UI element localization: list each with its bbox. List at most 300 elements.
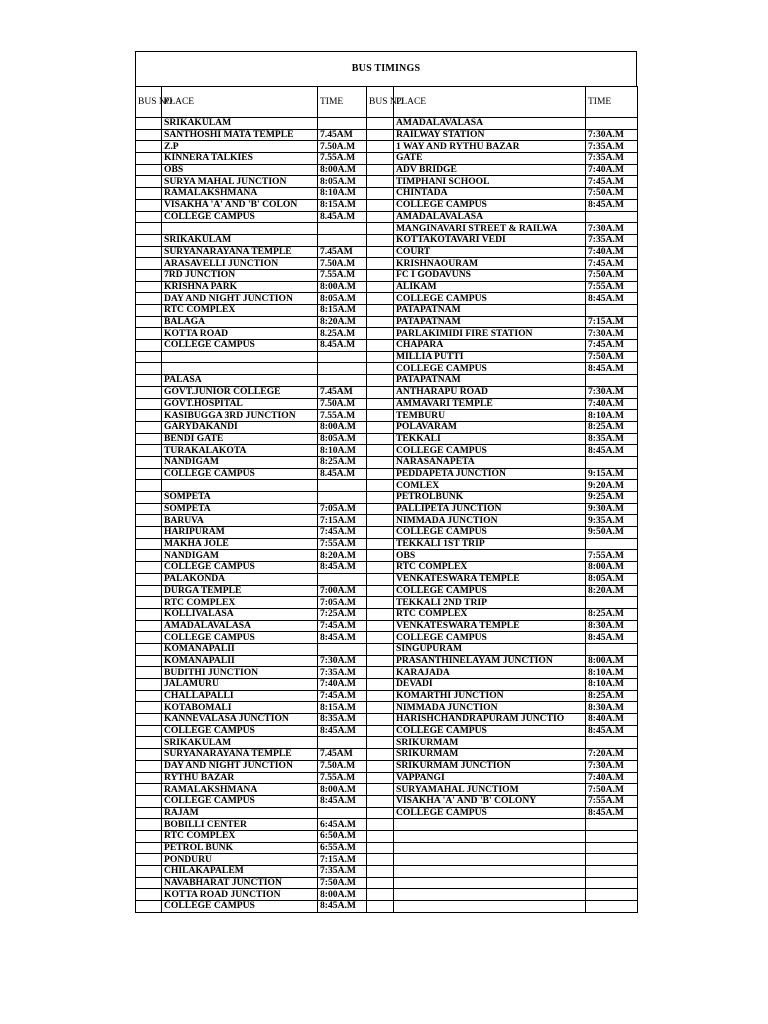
bus-no-right-cell: [367, 725, 394, 737]
bus-no-left-cell: [136, 877, 162, 889]
table-row: [136, 176, 638, 188]
time-right-cell: 7:40A.M: [586, 398, 638, 410]
time-left-cell: 7.50A.M: [318, 141, 367, 153]
time-right-cell: 8:45A.M: [586, 445, 638, 457]
title-box: [135, 51, 637, 86]
table-row: [136, 118, 638, 130]
bus-no-right-cell: [367, 889, 394, 901]
time-left-cell: 8:45A.M: [318, 725, 367, 737]
time-left-cell: 7:50A.M: [318, 877, 367, 889]
time-right-cell: 8:25A.M: [586, 421, 638, 433]
place-left-cell: KOMANAPALII: [162, 655, 318, 667]
bus-no-right-cell: [367, 562, 394, 574]
time-left-cell: 8.45A.M: [318, 211, 367, 223]
bus-no-right-cell: [367, 679, 394, 691]
bus-no-right-cell: [367, 281, 394, 293]
bus-no-right-cell: [367, 293, 394, 305]
time-left-cell: 8:00A.M: [318, 784, 367, 796]
place-right-cell: [394, 866, 586, 878]
place-right-cell: TEKKALI: [394, 433, 586, 445]
bus-no-right-cell: [367, 188, 394, 200]
time-left-cell: 7.50A.M: [318, 258, 367, 270]
bus-no-right-cell: [367, 854, 394, 866]
place-left-cell: COLLEGE CAMPUS: [162, 340, 318, 352]
place-right-cell: VENKATESWARA TEMPLE: [394, 620, 586, 632]
bus-no-left-cell: [136, 795, 162, 807]
place-left-cell: KOTTA ROAD JUNCTION: [162, 889, 318, 901]
bus-no-left-cell: [136, 608, 162, 620]
bus-no-left-cell: [136, 772, 162, 784]
time-right-cell: 7:30A.M: [586, 223, 638, 235]
bus-no-right-cell: [367, 573, 394, 585]
place-right-cell: POLAVARAM: [394, 421, 586, 433]
time-right-cell: [586, 842, 638, 854]
bus-no-left-cell: [136, 176, 162, 188]
place-right-cell: COLLEGE CAMPUS: [394, 807, 586, 819]
place-left-cell: DAY AND NIGHT JUNCTION: [162, 760, 318, 772]
bus-no-left-cell: [136, 246, 162, 258]
bus-no-right-cell: [367, 246, 394, 258]
place-right-cell: COLLEGE CAMPUS: [394, 293, 586, 305]
place-right-cell: [394, 830, 586, 842]
bus-timings-sheet: [135, 51, 637, 912]
time-right-cell: 7:30A.M: [586, 386, 638, 398]
place-right-cell: COLLEGE CAMPUS: [394, 199, 586, 211]
place-left-cell: TURAKALAKOTA: [162, 445, 318, 457]
bus-no-right-cell: [367, 421, 394, 433]
bus-no-right-cell: [367, 527, 394, 539]
bus-no-right-cell: [367, 223, 394, 235]
timings-table: [135, 86, 638, 913]
place-left-cell: PALASA: [162, 375, 318, 387]
time-right-cell: [586, 456, 638, 468]
time-left-cell: 8.45A.M: [318, 340, 367, 352]
place-right-cell: COLLEGE CAMPUS: [394, 632, 586, 644]
place-right-cell: CHAPARA: [394, 340, 586, 352]
table-row: [136, 386, 638, 398]
table-row: [136, 573, 638, 585]
table-row: [136, 655, 638, 667]
place-left-cell: COLLEGE CAMPUS: [162, 562, 318, 574]
time-right-cell: 7:50A.M: [586, 188, 638, 200]
time-right-cell: 8:45A.M: [586, 293, 638, 305]
place-right-cell: TIMPHANI SCHOOL: [394, 176, 586, 188]
place-left-cell: Z.P: [162, 141, 318, 153]
time-left-cell: 7:35A.M: [318, 667, 367, 679]
table-row: [136, 445, 638, 457]
bus-no-left-cell: [136, 223, 162, 235]
time-left-cell: 8:10A.M: [318, 445, 367, 457]
place-left-cell: 7RD JUNCTION: [162, 269, 318, 281]
table-row: [136, 807, 638, 819]
place-left-cell: COLLEGE CAMPUS: [162, 632, 318, 644]
bus-no-right-cell: [367, 199, 394, 211]
bus-no-right-cell: [367, 456, 394, 468]
place-right-cell: MANGINAVARI STREET & RAILWA: [394, 223, 586, 235]
bus-no-right-cell: [367, 772, 394, 784]
table-row: [136, 188, 638, 200]
bus-no-right-cell: [367, 760, 394, 772]
time-left-cell: 8:05A.M: [318, 176, 367, 188]
table-row: [136, 702, 638, 714]
bus-no-right-cell: [367, 608, 394, 620]
time-right-cell: [586, 211, 638, 223]
place-right-cell: PETROLBUNK: [394, 492, 586, 504]
table-row: [136, 901, 638, 913]
table-row: [136, 503, 638, 515]
time-right-cell: [586, 854, 638, 866]
place-left-cell: SURYANARAYANA TEMPLE: [162, 749, 318, 761]
time-left-cell: 8:20A.M: [318, 550, 367, 562]
time-right-cell: 8:25A.M: [586, 690, 638, 702]
place-right-cell: SRIKURMAM: [394, 737, 586, 749]
place-left-cell: COLLEGE CAMPUS: [162, 795, 318, 807]
place-left-cell: SOMPETA: [162, 492, 318, 504]
bus-no-right-cell: [367, 515, 394, 527]
bus-no-right-cell: [367, 433, 394, 445]
time-left-cell: [318, 643, 367, 655]
bus-no-right-cell: [367, 480, 394, 492]
table-row: [136, 679, 638, 691]
time-right-cell: 8:45A.M: [586, 363, 638, 375]
table-row: [136, 714, 638, 726]
bus-no-left-cell: [136, 503, 162, 515]
place-left-cell: NANDIGAM: [162, 456, 318, 468]
time-right-cell: 7:55A.M: [586, 281, 638, 293]
time-left-cell: 8:00A.M: [318, 281, 367, 293]
place-right-cell: [394, 842, 586, 854]
time-left-cell: 8:00A.M: [318, 164, 367, 176]
time-left-cell: 8:45A.M: [318, 795, 367, 807]
time-left-cell: 7:45A.M: [318, 690, 367, 702]
bus-no-left-cell: [136, 188, 162, 200]
time-right-cell: 7:15A.M: [586, 316, 638, 328]
table-row: [136, 795, 638, 807]
time-left-cell: 8:15A.M: [318, 199, 367, 211]
place-right-cell: COMLEX: [394, 480, 586, 492]
table-row: [136, 153, 638, 165]
place-left-cell: GOVT.JUNIOR COLLEGE: [162, 386, 318, 398]
bus-no-left-cell: [136, 293, 162, 305]
table-row: [136, 538, 638, 550]
place-right-cell: AMADALAVALASA: [394, 118, 586, 130]
table-row: [136, 620, 638, 632]
place-left-cell: [162, 223, 318, 235]
place-right-cell: [394, 901, 586, 913]
bus-no-right-cell: [367, 351, 394, 363]
place-right-cell: RTC COMPLEX: [394, 562, 586, 574]
time-left-cell: [318, 737, 367, 749]
time-left-cell: 8:45A.M: [318, 632, 367, 644]
table-row: [136, 690, 638, 702]
bus-no-right-cell: [367, 749, 394, 761]
place-right-cell: TEMBURU: [394, 410, 586, 422]
table-row: [136, 433, 638, 445]
table-row: [136, 316, 638, 328]
time-right-cell: 9:20A.M: [586, 480, 638, 492]
place-left-cell: PETROL BUNK: [162, 842, 318, 854]
place-right-cell: HARISHCHANDRAPURAM JUNCTIO: [394, 714, 586, 726]
bus-no-left-cell: [136, 760, 162, 772]
place-right-cell: [394, 819, 586, 831]
place-right-cell: [394, 877, 586, 889]
bus-no-left-cell: [136, 854, 162, 866]
time-right-cell: 8:45A.M: [586, 199, 638, 211]
time-left-cell: 8:20A.M: [318, 316, 367, 328]
table-row: [136, 632, 638, 644]
place-right-cell: KOTTAKOTAVARI VEDI: [394, 234, 586, 246]
bus-no-left-cell: [136, 830, 162, 842]
time-left-cell: 7:05A.M: [318, 503, 367, 515]
time-right-cell: 8:45A.M: [586, 807, 638, 819]
bus-no-left-cell: [136, 375, 162, 387]
place-left-cell: SURYANARAYANA TEMPLE: [162, 246, 318, 258]
table-row: [136, 889, 638, 901]
bus-no-right-cell: [367, 492, 394, 504]
time-right-cell: 8:45A.M: [586, 725, 638, 737]
place-right-cell: SRIKURMAM JUNCTION: [394, 760, 586, 772]
place-left-cell: RTC COMPLEX: [162, 830, 318, 842]
time-left-cell: 8:35A.M: [318, 714, 367, 726]
place-right-cell: PATAPATNAM: [394, 375, 586, 387]
place-right-cell: COLLEGE CAMPUS: [394, 725, 586, 737]
time-left-cell: 7:35A.M: [318, 866, 367, 878]
place-right-cell: COLLEGE CAMPUS: [394, 527, 586, 539]
table-body: [136, 118, 638, 913]
place-left-cell: KASIBUGGA 3RD JUNCTION: [162, 410, 318, 422]
time-right-cell: 8:35A.M: [586, 433, 638, 445]
place-right-cell: GATE: [394, 153, 586, 165]
header-time-right: TIME: [586, 87, 638, 118]
bus-no-right-cell: [367, 328, 394, 340]
bus-no-left-cell: [136, 690, 162, 702]
table-row: [136, 842, 638, 854]
time-right-cell: 9:50A.M: [586, 527, 638, 539]
bus-no-right-cell: [367, 795, 394, 807]
bus-no-left-cell: [136, 866, 162, 878]
table-row: [136, 749, 638, 761]
place-left-cell: SRIKAKULAM: [162, 737, 318, 749]
time-right-cell: [586, 889, 638, 901]
table-row: [136, 410, 638, 422]
table-row: [136, 667, 638, 679]
place-right-cell: AMADALAVALASA: [394, 211, 586, 223]
time-left-cell: 7:45A.M: [318, 620, 367, 632]
place-left-cell: SRIKAKULAM: [162, 118, 318, 130]
bus-no-right-cell: [367, 667, 394, 679]
time-right-cell: [586, 375, 638, 387]
time-right-cell: 8:10A.M: [586, 667, 638, 679]
bus-no-left-cell: [136, 386, 162, 398]
bus-no-left-cell: [136, 784, 162, 796]
page-title: BUS TIMINGS: [351, 63, 421, 74]
place-right-cell: COLLEGE CAMPUS: [394, 585, 586, 597]
bus-no-left-cell: [136, 129, 162, 141]
time-left-cell: [318, 480, 367, 492]
table-row: [136, 211, 638, 223]
header-place-right: PLACE: [394, 87, 586, 118]
bus-no-left-cell: [136, 714, 162, 726]
time-left-cell: 6:45A.M: [318, 819, 367, 831]
table-row: [136, 258, 638, 270]
header-bus-no-right: BUS NO: [367, 87, 394, 118]
time-left-cell: [318, 118, 367, 130]
bus-no-right-cell: [367, 585, 394, 597]
bus-no-left-cell: [136, 702, 162, 714]
bus-no-left-cell: [136, 527, 162, 539]
time-left-cell: 7.55A.M: [318, 772, 367, 784]
table-row: [136, 363, 638, 375]
time-right-cell: 8:05A.M: [586, 573, 638, 585]
bus-no-right-cell: [367, 901, 394, 913]
time-right-cell: 8:10A.M: [586, 679, 638, 691]
place-right-cell: PRASANTHINELAYAM JUNCTION: [394, 655, 586, 667]
bus-no-right-cell: [367, 386, 394, 398]
time-left-cell: 7:30A.M: [318, 655, 367, 667]
time-left-cell: 7.55A.M: [318, 153, 367, 165]
bus-no-left-cell: [136, 620, 162, 632]
bus-no-left-cell: [136, 550, 162, 562]
place-right-cell: VAPPANGI: [394, 772, 586, 784]
bus-no-left-cell: [136, 153, 162, 165]
table-row: [136, 421, 638, 433]
place-left-cell: RTC COMPLEX: [162, 305, 318, 317]
table-row: [136, 141, 638, 153]
bus-no-left-cell: [136, 515, 162, 527]
header-bus-no-left: BUS NO: [136, 87, 162, 118]
bus-no-left-cell: [136, 480, 162, 492]
table-row: [136, 725, 638, 737]
place-left-cell: RAJAM: [162, 807, 318, 819]
bus-no-right-cell: [367, 632, 394, 644]
time-right-cell: 7:30A.M: [586, 328, 638, 340]
place-right-cell: 1 WAY AND RYTHU BAZAR: [394, 141, 586, 153]
time-right-cell: 8:30A.M: [586, 620, 638, 632]
place-right-cell: NARASANAPETA: [394, 456, 586, 468]
time-right-cell: [586, 597, 638, 609]
place-left-cell: SURYA MAHAL JUNCTION: [162, 176, 318, 188]
place-left-cell: NANDIGAM: [162, 550, 318, 562]
place-right-cell: FC I GODAVUNS: [394, 269, 586, 281]
bus-no-right-cell: [367, 620, 394, 632]
time-right-cell: 7:20A.M: [586, 749, 638, 761]
bus-no-right-cell: [367, 445, 394, 457]
table-row: [136, 608, 638, 620]
place-left-cell: SRIKAKULAM: [162, 234, 318, 246]
bus-no-left-cell: [136, 597, 162, 609]
bus-no-left-cell: [136, 421, 162, 433]
place-left-cell: KOMANAPALII: [162, 643, 318, 655]
time-right-cell: [586, 819, 638, 831]
time-left-cell: 7:25A.M: [318, 608, 367, 620]
place-right-cell: VISAKHA 'A' AND 'B' COLONY: [394, 795, 586, 807]
place-left-cell: BUDITHI JUNCTION: [162, 667, 318, 679]
time-left-cell: 7.45AM: [318, 129, 367, 141]
time-right-cell: 7:30A.M: [586, 129, 638, 141]
table-row: [136, 281, 638, 293]
bus-no-left-cell: [136, 328, 162, 340]
time-left-cell: 7.55A.M: [318, 410, 367, 422]
place-right-cell: TEKKALI 2ND TRIP: [394, 597, 586, 609]
time-right-cell: [586, 538, 638, 550]
place-left-cell: KINNERA TALKIES: [162, 153, 318, 165]
place-left-cell: KOLLIVALASA: [162, 608, 318, 620]
place-right-cell: NIMMADA JUNCTION: [394, 702, 586, 714]
bus-no-left-cell: [136, 655, 162, 667]
time-right-cell: 8:40A.M: [586, 714, 638, 726]
time-right-cell: 7:55A.M: [586, 550, 638, 562]
time-right-cell: [586, 737, 638, 749]
time-left-cell: 7.45AM: [318, 386, 367, 398]
bus-no-left-cell: [136, 269, 162, 281]
place-right-cell: VENKATESWARA TEMPLE: [394, 573, 586, 585]
time-right-cell: 7:40A.M: [586, 772, 638, 784]
time-left-cell: 8:45A.M: [318, 901, 367, 913]
time-left-cell: 7:05A.M: [318, 597, 367, 609]
place-left-cell: DURGA TEMPLE: [162, 585, 318, 597]
bus-no-left-cell: [136, 456, 162, 468]
time-right-cell: [586, 866, 638, 878]
place-left-cell: AMADALAVALASA: [162, 620, 318, 632]
time-left-cell: 8:10A.M: [318, 188, 367, 200]
time-right-cell: 7:35A.M: [586, 141, 638, 153]
bus-no-left-cell: [136, 679, 162, 691]
time-right-cell: 8:00A.M: [586, 562, 638, 574]
place-left-cell: COLLEGE CAMPUS: [162, 468, 318, 480]
time-right-cell: 9:35A.M: [586, 515, 638, 527]
place-left-cell: SANTHOSHI MATA TEMPLE: [162, 129, 318, 141]
place-right-cell: [394, 854, 586, 866]
table-row: [136, 234, 638, 246]
time-right-cell: 7:50A.M: [586, 269, 638, 281]
time-right-cell: 7:50A.M: [586, 351, 638, 363]
time-right-cell: 7:45A.M: [586, 340, 638, 352]
bus-no-right-cell: [367, 305, 394, 317]
bus-no-right-cell: [367, 655, 394, 667]
table-row: [136, 830, 638, 842]
bus-no-right-cell: [367, 398, 394, 410]
bus-no-left-cell: [136, 305, 162, 317]
bus-no-right-cell: [367, 153, 394, 165]
time-left-cell: [318, 351, 367, 363]
table-row: [136, 164, 638, 176]
bus-no-right-cell: [367, 176, 394, 188]
place-right-cell: RTC COMPLEX: [394, 608, 586, 620]
time-right-cell: 8:10A.M: [586, 410, 638, 422]
table-header-row: [136, 87, 638, 118]
table-row: [136, 515, 638, 527]
time-left-cell: 8:45A.M: [318, 562, 367, 574]
time-left-cell: 7.50A.M: [318, 398, 367, 410]
table-row: [136, 398, 638, 410]
place-left-cell: BOBILLI CENTER: [162, 819, 318, 831]
place-left-cell: KANNEVALASA JUNCTION: [162, 714, 318, 726]
time-left-cell: 8:25A.M: [318, 456, 367, 468]
time-right-cell: 8:25A.M: [586, 608, 638, 620]
bus-no-left-cell: [136, 118, 162, 130]
bus-no-right-cell: [367, 714, 394, 726]
time-left-cell: 7:00A.M: [318, 585, 367, 597]
bus-no-right-cell: [367, 538, 394, 550]
time-right-cell: 8:20A.M: [586, 585, 638, 597]
time-right-cell: 7:45A.M: [586, 176, 638, 188]
time-right-cell: 7:35A.M: [586, 234, 638, 246]
place-right-cell: KOMARTHI JUNCTION: [394, 690, 586, 702]
time-left-cell: 7.50A.M: [318, 760, 367, 772]
bus-no-left-cell: [136, 410, 162, 422]
bus-no-left-cell: [136, 433, 162, 445]
place-left-cell: RTC COMPLEX: [162, 597, 318, 609]
